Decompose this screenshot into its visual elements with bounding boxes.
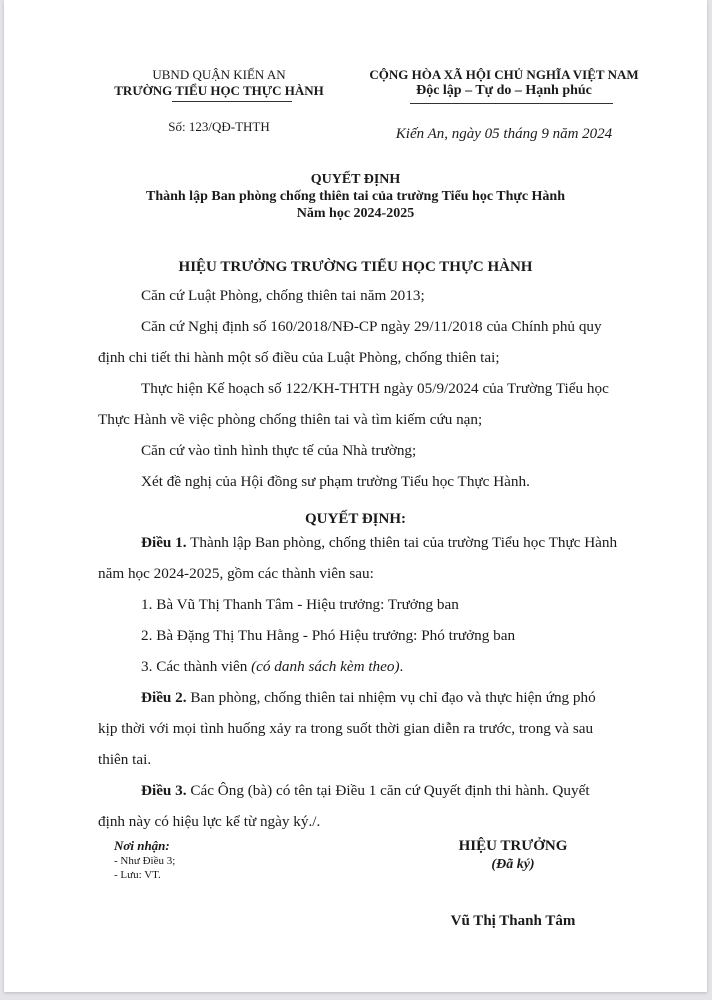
article-2: [141, 689, 596, 707]
agency-name: UBND QUẬN KIẾN AN: [152, 67, 286, 82]
document-page: [4, 0, 707, 992]
article-1-continued: năm học 2024-2025, gồm các thành viên sau:: [98, 565, 374, 582]
nation-name: CỘNG HÒA XÃ HỘI CHỦ NGHĨA VIỆT NAM: [369, 67, 639, 82]
document-number: Số: 123/QĐ-THTH: [168, 119, 270, 134]
article-3: [141, 782, 590, 800]
issuing-authority: HIỆU TRƯỞNG TRƯỜNG TIỂU HỌC THỰC HÀNH: [178, 259, 533, 275]
preamble-line: Thực Hành về việc phòng chống thiên tai và tìm kiếm cứu nạn;: [98, 411, 483, 428]
signer-name: Vũ Thị Thanh Tâm: [450, 913, 576, 929]
school-name: TRƯỜNG TIỂU HỌC THỰC HÀNH: [114, 83, 324, 98]
preamble-line: Căn cứ Nghị định số 160/2018/NĐ-CP ngày 29/11/2018 của Chính phủ quy: [141, 318, 602, 335]
preamble-line: Xét đề nghị của Hội đồng sư phạm trường Tiểu học Thực Hành.: [141, 473, 530, 490]
member-item: 2. Bà Đặng Thị Thu Hằng - Phó Hiệu trưởng: Phó trưởng ban: [141, 627, 516, 644]
article-1: [141, 534, 617, 552]
member-item: 1. Bà Vũ Thị Thanh Tâm - Hiệu trưởng: Trưởng ban: [141, 596, 459, 613]
preamble-line: Căn cứ vào tình hình thực tế của Nhà trường;: [141, 442, 417, 459]
document-title: QUYẾT ĐỊNH: [310, 172, 401, 187]
article-1-text: Thành lập Ban phòng, chống thiên tai của trường Tiểu học Thực Hành: [186, 534, 618, 551]
decision-heading: QUYẾT ĐỊNH:: [305, 511, 406, 527]
member-item: [141, 658, 403, 676]
article-3-continued: định này có hiệu lực kể từ ngày ký./.: [98, 813, 321, 830]
article-2-continued: kịp thời với mọi tình huống xảy ra trong suốt thời gian diễn ra trước, trong và sau: [98, 720, 594, 737]
preamble-line: Căn cứ Luật Phòng, chống thiên tai năm 2013;: [141, 287, 425, 304]
article-3-text: Các Ông (bà) có tên tại Điều 1 căn cứ Quyết định thi hành. Quyết: [186, 782, 590, 799]
recipient-item: - Như Điều 3;: [114, 855, 176, 867]
document-subject: Thành lập Ban phòng chống thiên tai của trường Tiểu học Thực Hành: [145, 189, 565, 204]
article-2-text: Ban phòng, chống thiên tai nhiệm vụ chỉ đạo và thực hiện ứng phó: [186, 689, 596, 706]
article-3-label: Điều 3.: [141, 782, 187, 799]
motto-underline: [410, 103, 613, 104]
preamble-line: định chi tiết thi hành một số điều của Luật Phòng, chống thiên tai;: [98, 349, 500, 366]
article-2-continued: thiên tai.: [98, 751, 152, 768]
school-underline: [172, 101, 292, 102]
place-date: Kiến An, ngày 05 tháng 9 năm 2024: [395, 126, 613, 142]
preamble-line: Thực hiện Kế hoạch số 122/KH-THTH ngày 05/9/2024 của Trường Tiểu học: [141, 380, 609, 397]
article-2-label: Điều 2.: [141, 689, 187, 706]
article-1-label: Điều 1.: [141, 534, 187, 551]
member-3-note: (có danh sách kèm theo): [251, 658, 400, 675]
school-year: Năm học 2024-2025: [296, 206, 415, 221]
member-3-prefix: 3. Các thành viên: [141, 658, 252, 675]
signature-status: (Đã ký): [491, 857, 535, 872]
member-3-end: .: [399, 658, 404, 675]
signer-title: HIỆU TRƯỞNG: [458, 838, 568, 854]
recipient-item: - Lưu: VT.: [114, 869, 161, 881]
recipients-label: Nơi nhận:: [114, 838, 170, 853]
national-motto: Độc lập – Tự do – Hạnh phúc: [416, 83, 592, 98]
